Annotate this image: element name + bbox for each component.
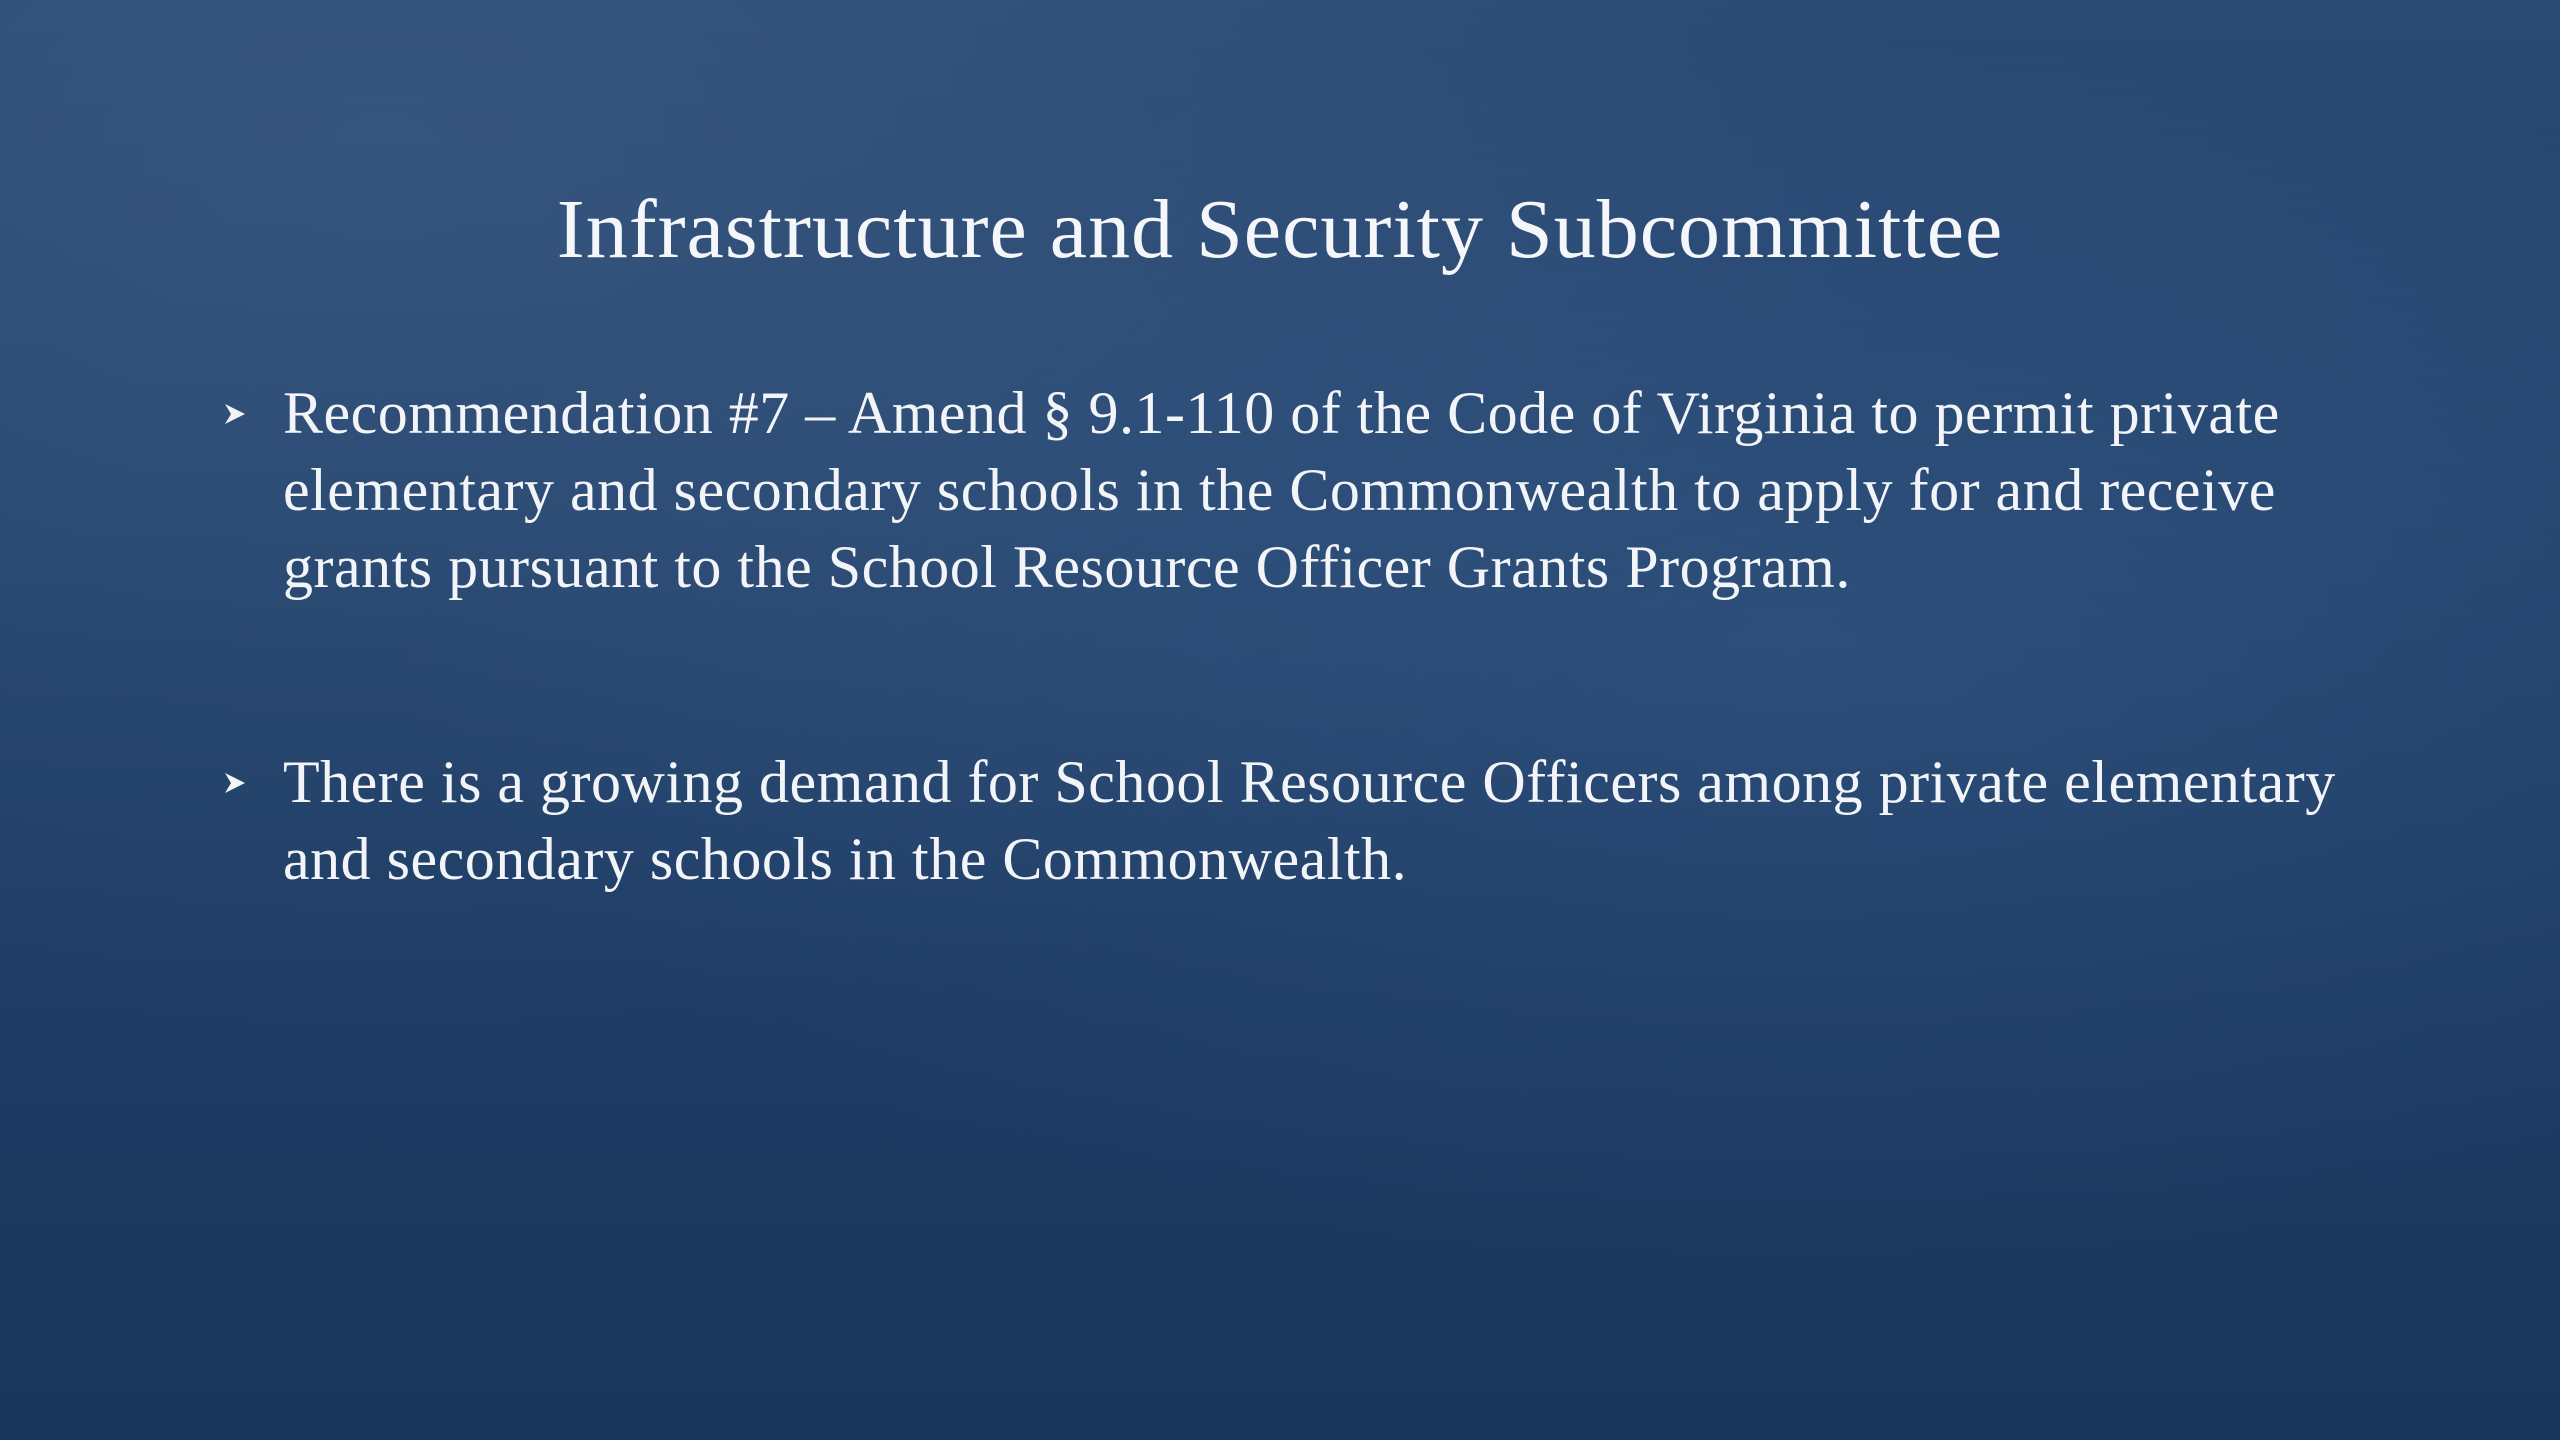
bullet-text: Recommendation #7 – Amend § 9.1-110 of the Code of Virginia to permit private elementary and secondary schools in the Commonwealth to apply for and receive grants pursuant to the School Resource Officer Grants Program. [283,380,2280,600]
arrowhead-bullet-icon [224,402,246,426]
arrowhead-bullet-icon [224,771,246,795]
slide-title: Infrastructure and Security Subcommittee [556,183,2004,276]
bullet-item [220,375,2340,606]
bullet-item [220,744,2340,898]
bullet-list [220,375,2340,898]
bullet-text: There is a growing demand for School Resource Officers among private elementary and secondary schools in the Commonwealth. [283,749,2336,892]
